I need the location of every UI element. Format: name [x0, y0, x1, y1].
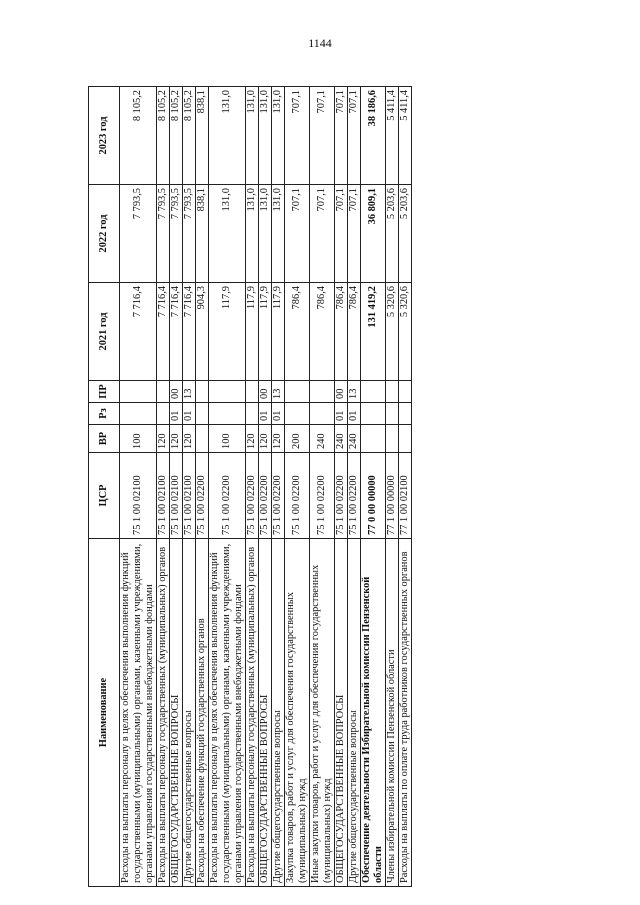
- cell-vr: [386, 425, 399, 453]
- cell-name: Члены избирательной комиссии Пензенской области: [386, 539, 399, 887]
- cell-pr: [196, 381, 209, 403]
- cell-pr: 13: [348, 381, 361, 403]
- cell-name: Другие общегосударственные вопросы: [348, 539, 361, 887]
- table-row: [170, 87, 183, 887]
- cell-rz: 01: [183, 403, 196, 425]
- table-row: [386, 87, 399, 887]
- cell-2021: 786,4: [310, 283, 335, 381]
- cell-pr: [285, 381, 310, 403]
- cell-2023: 8 105,2: [157, 87, 170, 185]
- cell-2023: 131,0: [272, 87, 285, 185]
- cell-name: Расходы на выплаты персоналу государственных (муниципальных) органов: [246, 539, 259, 887]
- table-row: [183, 87, 196, 887]
- cell-pr: [386, 381, 399, 403]
- cell-vr: 240: [310, 425, 335, 453]
- header-vr: ВР: [89, 425, 120, 453]
- cell-name: Расходы на выплаты персоналу в целях обеспечения выполнения функций государственными (муниципальными) органами, казенными учреждениями, органами управления государственными внебюджетными фондами: [209, 539, 246, 887]
- cell-name: Иные закупки товаров, работ и услуг для обеспечения государственных (муниципальных) нужд: [310, 539, 335, 887]
- cell-pr: 00: [259, 381, 272, 403]
- cell-2022: 707,1: [348, 185, 361, 283]
- cell-rz: [285, 403, 310, 425]
- cell-vr: 120: [183, 425, 196, 453]
- cell-name: Другие общегосударственные вопросы: [272, 539, 285, 887]
- budget-table: [88, 86, 412, 887]
- cell-pr: [120, 381, 157, 403]
- cell-2021: 7 716,4: [170, 283, 183, 381]
- table-header-row: [89, 87, 120, 887]
- cell-2023: 131,0: [209, 87, 246, 185]
- cell-2023: 707,1: [285, 87, 310, 185]
- cell-name: Расходы на выплаты по оплате труда работников государственных органов: [399, 539, 412, 887]
- cell-2021: 117,9: [209, 283, 246, 381]
- cell-csr: 75 1 00 02200: [348, 453, 361, 539]
- cell-2022: 131,0: [246, 185, 259, 283]
- cell-pr: [399, 381, 412, 403]
- cell-2021: 7 716,4: [120, 283, 157, 381]
- table-row: [120, 87, 157, 887]
- cell-2021: 117,9: [246, 283, 259, 381]
- cell-pr: [246, 381, 259, 403]
- header-pr: ПР: [89, 381, 120, 403]
- table-row: [335, 87, 348, 887]
- cell-2022: 7 793,5: [170, 185, 183, 283]
- cell-2023: 707,1: [335, 87, 348, 185]
- cell-csr: 75 1 00 02200: [335, 453, 348, 539]
- table-row: [285, 87, 310, 887]
- table-row: [259, 87, 272, 887]
- cell-vr: 100: [120, 425, 157, 453]
- cell-2021: 131 419,2: [361, 283, 386, 381]
- cell-rz: 01: [272, 403, 285, 425]
- cell-rz: [196, 403, 209, 425]
- cell-rz: [246, 403, 259, 425]
- cell-2023: 5 411,4: [386, 87, 399, 185]
- cell-rz: [157, 403, 170, 425]
- cell-pr: [157, 381, 170, 403]
- cell-rz: 01: [170, 403, 183, 425]
- cell-2022: 7 793,5: [157, 185, 170, 283]
- cell-vr: [399, 425, 412, 453]
- cell-2023: 707,1: [348, 87, 361, 185]
- cell-csr: 75 1 00 02200: [272, 453, 285, 539]
- cell-name: ОБЩЕГОСУДАРСТВЕННЫЕ ВОПРОСЫ: [259, 539, 272, 887]
- cell-csr: 75 1 00 02100: [157, 453, 170, 539]
- cell-name: Закупка товаров, работ и услуг для обеспечения государственных (муниципальных) нужд: [285, 539, 310, 887]
- cell-2021: 5 320,6: [386, 283, 399, 381]
- cell-2023: 838,1: [196, 87, 209, 185]
- cell-2022: 7 793,5: [183, 185, 196, 283]
- table-row: [310, 87, 335, 887]
- cell-pr: 00: [170, 381, 183, 403]
- cell-2022: 7 793,5: [120, 185, 157, 283]
- cell-rz: [386, 403, 399, 425]
- cell-rz: 01: [335, 403, 348, 425]
- cell-vr: [361, 425, 386, 453]
- cell-vr: 200: [285, 425, 310, 453]
- cell-2023: 8 105,2: [120, 87, 157, 185]
- cell-csr: 77 0 00 00000: [361, 453, 386, 539]
- cell-rz: 01: [348, 403, 361, 425]
- cell-2022: 36 809,1: [361, 185, 386, 283]
- cell-csr: 75 1 00 02200: [196, 453, 209, 539]
- cell-2021: 904,3: [196, 283, 209, 381]
- cell-pr: [209, 381, 246, 403]
- cell-csr: 75 1 00 02100: [183, 453, 196, 539]
- cell-2022: 131,0: [209, 185, 246, 283]
- cell-2022: 131,0: [259, 185, 272, 283]
- cell-2023: 131,0: [259, 87, 272, 185]
- cell-csr: 75 1 00 02200: [310, 453, 335, 539]
- cell-csr: 75 1 00 02100: [120, 453, 157, 539]
- cell-pr: 13: [183, 381, 196, 403]
- cell-vr: 120: [259, 425, 272, 453]
- cell-csr: 75 1 00 02200: [246, 453, 259, 539]
- cell-rz: [209, 403, 246, 425]
- cell-2021: 117,9: [259, 283, 272, 381]
- table-row: [272, 87, 285, 887]
- header-name: Наименование: [89, 539, 120, 887]
- cell-2023: 8 105,2: [183, 87, 196, 185]
- cell-csr: 75 1 00 02200: [259, 453, 272, 539]
- cell-2023: 707,1: [310, 87, 335, 185]
- cell-vr: 120: [170, 425, 183, 453]
- cell-2023: 38 186,6: [361, 87, 386, 185]
- cell-2022: 131,0: [272, 185, 285, 283]
- cell-2023: 131,0: [246, 87, 259, 185]
- cell-name: Другие общегосударственные вопросы: [183, 539, 196, 887]
- cell-vr: 100: [209, 425, 246, 453]
- cell-2022: 5 203,6: [399, 185, 412, 283]
- cell-csr: 75 1 00 02100: [170, 453, 183, 539]
- cell-pr: [310, 381, 335, 403]
- cell-2021: 5 320,6: [399, 283, 412, 381]
- cell-vr: 240: [348, 425, 361, 453]
- cell-vr: [196, 425, 209, 453]
- header-rz: Рз: [89, 403, 120, 425]
- cell-rz: [361, 403, 386, 425]
- cell-name: ОБЩЕГОСУДАРСТВЕННЫЕ ВОПРОСЫ: [170, 539, 183, 887]
- table-row: [361, 87, 386, 887]
- cell-pr: 13: [272, 381, 285, 403]
- cell-name: Обеспечение деятельности Избирательной комиссии Пензенской области: [361, 539, 386, 887]
- cell-2021: 117,9: [272, 283, 285, 381]
- cell-csr: 75 1 00 02200: [209, 453, 246, 539]
- cell-rz: [399, 403, 412, 425]
- cell-2021: 7 716,4: [183, 283, 196, 381]
- cell-name: ОБЩЕГОСУДАРСТВЕННЫЕ ВОПРОСЫ: [335, 539, 348, 887]
- header-2023: 2023 год: [89, 87, 120, 185]
- cell-vr: 120: [246, 425, 259, 453]
- cell-2021: 786,4: [348, 283, 361, 381]
- cell-vr: 120: [157, 425, 170, 453]
- cell-name: Расходы на выплаты персоналу в целях обеспечения выполнения функций государственными (муниципальными) органами, казенными учреждениями, органами управления государственными внебюджетными фондами: [120, 539, 157, 887]
- header-csr: ЦСР: [89, 453, 120, 539]
- cell-2022: 707,1: [310, 185, 335, 283]
- cell-name: Расходы на выплаты персоналу государственных (муниципальных) органов: [157, 539, 170, 887]
- header-2021: 2021 год: [89, 283, 120, 381]
- table-row: [209, 87, 246, 887]
- cell-csr: 77 1 00 02100: [399, 453, 412, 539]
- cell-pr: 00: [335, 381, 348, 403]
- cell-pr: [361, 381, 386, 403]
- page-number: 1144: [308, 36, 332, 50]
- cell-vr: 120: [272, 425, 285, 453]
- cell-rz: [310, 403, 335, 425]
- cell-2022: 838,1: [196, 185, 209, 283]
- cell-rz: [120, 403, 157, 425]
- table-row: [196, 87, 209, 887]
- cell-name: Расходы на обеспечение функций государственных органов: [196, 539, 209, 887]
- cell-2022: 707,1: [335, 185, 348, 283]
- rotated-page-content: [88, 87, 588, 887]
- cell-vr: 240: [335, 425, 348, 453]
- header-2022: 2022 год: [89, 185, 120, 283]
- table-row: [348, 87, 361, 887]
- cell-2021: 7 716,4: [157, 283, 170, 381]
- cell-csr: 77 1 00 00000: [386, 453, 399, 539]
- table-row: [246, 87, 259, 887]
- cell-2021: 786,4: [335, 283, 348, 381]
- cell-2022: 5 203,6: [386, 185, 399, 283]
- cell-2021: 786,4: [285, 283, 310, 381]
- table-row: [399, 87, 412, 887]
- cell-2023: 8 105,2: [170, 87, 183, 185]
- cell-2023: 5 411,4: [399, 87, 412, 185]
- table-body: [120, 87, 412, 887]
- table-row: [157, 87, 170, 887]
- cell-2022: 707,1: [285, 185, 310, 283]
- cell-csr: 75 1 00 02200: [285, 453, 310, 539]
- cell-rz: 01: [259, 403, 272, 425]
